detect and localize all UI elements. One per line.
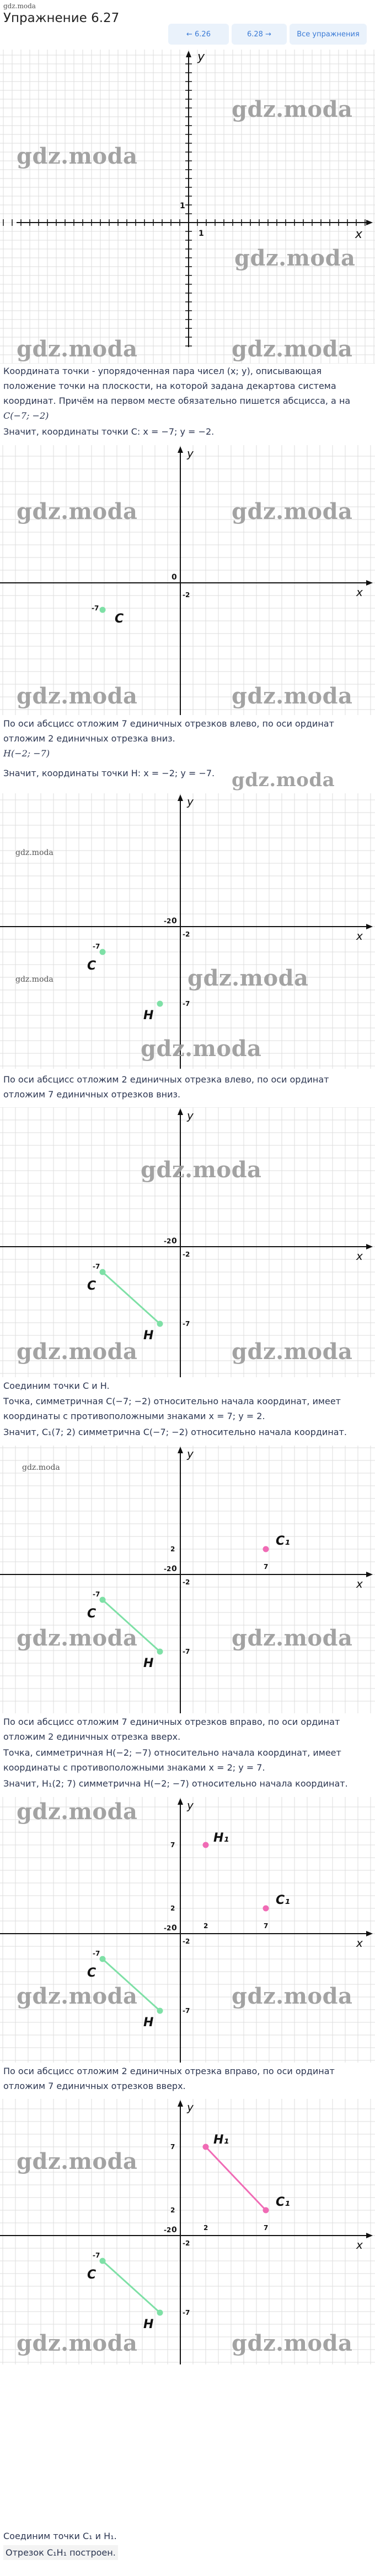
tick-label-x: -7 <box>93 2252 100 2259</box>
tick-label-y: -7 <box>183 2007 190 2015</box>
tick-label-x: -7 <box>93 1950 100 1957</box>
point-label-c: C <box>87 1607 97 1621</box>
watermark: gdz.moda <box>17 1625 138 1651</box>
watermark: gdz.moda <box>188 965 309 991</box>
watermark: gdz.moda <box>15 975 53 984</box>
x-axis-arrow <box>366 1244 373 1249</box>
watermark: gdz.moda <box>17 499 138 524</box>
y-axis-arrow <box>178 1108 183 1115</box>
point-c <box>100 1956 106 1962</box>
watermark: gdz.moda <box>232 2330 353 2356</box>
tick-label-y: -7 <box>183 1320 190 1328</box>
origin-label: 0 <box>172 1924 177 1933</box>
paragraph: Точка, симметричная C(−7; −2) относительно начала координат, имеет координаты с противоположными знаками x = 7; y = 2. <box>3 1396 341 1421</box>
paragraph: Значит, C₁(7; 2) симметрична C(−7; −2) относительно начала координат. <box>3 1427 347 1437</box>
point-label-c1: C₁ <box>276 1534 290 1548</box>
tick-label-x: -2 <box>164 2226 172 2234</box>
watermark: gdz.moda <box>17 683 138 709</box>
watermark: gdz.moda <box>232 769 335 791</box>
origin-label: 0 <box>172 2226 177 2234</box>
tick-label-x: -7 <box>93 943 100 950</box>
watermark: gdz.moda <box>17 143 138 169</box>
y-axis-label: y <box>187 1447 194 1460</box>
tick-label-x: -2 <box>164 1924 172 1932</box>
x-axis-arrow <box>366 1572 373 1577</box>
segment-ch <box>103 2261 160 2313</box>
watermark: gdz.moda <box>232 1339 353 1365</box>
tick-label-y: 2 <box>170 1904 175 1912</box>
point-label-h: H <box>143 1009 154 1022</box>
tick-label-x: -2 <box>164 1237 172 1245</box>
paragraph: Координата точки - упорядоченная пара чисел (x; y), описывающая положение точки на плоскости, на которой задана декартова система координат. Причём на первом месте обязательно пишется абсцисса, а на C(−7; −2) <box>3 366 351 421</box>
point-label-h: H <box>143 1657 154 1670</box>
point-h <box>157 2310 163 2316</box>
figure-segment-ch <box>0 1107 375 1377</box>
x-axis-label: x <box>356 929 363 943</box>
tick-label-y: -2 <box>183 1938 190 1945</box>
watermark: gdz.moda <box>232 1625 353 1651</box>
paragraph: Значит, H₁(2; 7) симметрична H(−2; −7) относительно начала координат. <box>3 1778 348 1789</box>
point-label-h: H <box>143 2318 154 2331</box>
point-label-c: C <box>87 2268 97 2282</box>
y-axis-label: y <box>197 50 205 64</box>
tick-label-x: 2 <box>203 1922 208 1930</box>
watermark: gdz.moda <box>141 1036 262 1062</box>
x-axis-arrow <box>366 924 373 929</box>
x-axis-arrow <box>366 220 373 225</box>
origin-label: 0 <box>172 573 177 582</box>
tick-label-y: -2 <box>183 1578 190 1586</box>
tick-label-y: -2 <box>183 591 190 599</box>
watermark: gdz.moda <box>232 499 353 524</box>
x-axis-arrow <box>366 2233 373 2238</box>
paragraph: По оси абсцисс отложим 2 единичных отрезка вправо, по оси ординат отложим 7 единичных отрезков вверх. <box>3 2066 335 2091</box>
segment-c1h1 <box>206 2147 266 2210</box>
paragraph: Соединим точки C и H. <box>3 1381 110 1391</box>
point-c1 <box>263 1546 269 1552</box>
point-label-h1: H₁ <box>213 2133 229 2147</box>
tick-label-y: -2 <box>183 1251 190 1258</box>
x-axis-label: x <box>356 1249 363 1263</box>
y-axis-arrow <box>178 446 183 453</box>
paragraph: Точка, симметричная H(−2; −7) относительно начала координат, имеет координаты с противоположными знаками x = 2; y = 7. <box>3 1747 341 1773</box>
point-c <box>100 1269 106 1275</box>
point-label-h: H <box>143 2016 154 2030</box>
tick-label-x: -7 <box>92 604 99 612</box>
y-axis-arrow <box>178 1798 183 1805</box>
y-axis-label: y <box>187 2101 194 2114</box>
tick-label-y: -7 <box>183 1000 190 1008</box>
tick-label-y: 7 <box>170 1841 175 1849</box>
site-name[interactable]: gdz.moda <box>3 2 36 10</box>
point-c <box>100 607 106 613</box>
y-axis-arrow <box>178 2100 183 2107</box>
paragraph: Значит, координаты точки C: x = −7; y = −2. <box>3 426 215 437</box>
page-title: Упражнение 6.27 <box>3 11 120 25</box>
watermark: gdz.moda <box>232 96 353 122</box>
tick-label-x: 7 <box>264 1922 269 1930</box>
origin-label: 0 <box>172 1565 177 1573</box>
x-axis-arrow <box>366 580 373 586</box>
figure-point-c1 <box>0 1446 375 1713</box>
y-axis-label: y <box>187 1799 194 1812</box>
tick-label-y: -2 <box>183 2239 190 2247</box>
watermark: gdz.moda <box>141 1157 262 1183</box>
watermark: gdz.moda <box>17 2330 138 2356</box>
point-h <box>157 1001 163 1007</box>
tick-label-y: 2 <box>170 1545 175 1553</box>
origin-label: 0 <box>172 1237 177 1246</box>
y-axis-label: y <box>187 795 194 808</box>
figure-point-c <box>0 445 375 715</box>
figure-points-c-h <box>0 793 375 1069</box>
next-exercise-button[interactable]: 6.28 → <box>232 24 287 45</box>
point-h <box>157 1321 163 1327</box>
watermark: gdz.moda <box>232 683 353 709</box>
unit-label-y: 1 <box>180 202 185 210</box>
watermark: gdz.moda <box>15 848 53 857</box>
point-h1 <box>203 1842 209 1848</box>
all-exercises-button[interactable]: Все упражнения <box>290 24 367 45</box>
tick-label-y: 2 <box>170 2206 175 2214</box>
point-label-c1: C₁ <box>276 2195 290 2209</box>
point-c <box>100 949 106 955</box>
point-c1 <box>263 1906 269 1912</box>
x-axis-label: x <box>356 2238 363 2252</box>
tick-label-x: -7 <box>93 1263 100 1270</box>
prev-exercise-button[interactable]: ← 6.26 <box>168 24 229 45</box>
watermark: gdz.moda <box>232 1983 353 2009</box>
tick-label-x: -2 <box>164 917 172 925</box>
point-label-c: C <box>115 612 124 626</box>
point-label-c: C <box>87 1966 97 1980</box>
point-label-c: C <box>87 1279 97 1293</box>
tick-label-y: -7 <box>183 1648 190 1655</box>
point-c <box>100 1597 106 1603</box>
tick-label-x: 7 <box>264 2224 269 2232</box>
watermark: gdz.moda <box>17 2149 138 2174</box>
x-axis-arrow <box>366 1931 373 1936</box>
figure-point-h1 <box>0 1797 375 2063</box>
x-axis-label: x <box>356 1577 363 1590</box>
tick-label-y: -7 <box>183 2309 190 2317</box>
paragraph: Отрезок C₁H₁ построен. <box>3 2545 118 2560</box>
unit-label-x: 1 <box>199 229 204 238</box>
y-axis-arrow <box>178 794 183 801</box>
watermark: gdz.moda <box>17 336 138 362</box>
paragraph: По оси абсцисс отложим 7 единичных отрезков влево, по оси ординат отложим 2 единичных отрезка вниз. H(−2; −7) <box>3 718 334 759</box>
tick-label-y: -2 <box>183 930 190 938</box>
watermark: gdz.moda <box>17 1983 138 2009</box>
origin-label: 0 <box>172 917 177 926</box>
paragraph: По оси абсцисс отложим 7 единичных отрезков вправо, по оси ординат отложим 2 единичных отрезка вверх. <box>3 1717 340 1742</box>
y-axis-label: y <box>187 1109 194 1122</box>
watermark: gdz.moda <box>17 1799 138 1825</box>
x-axis-label: x <box>356 586 363 599</box>
paragraph: По оси абсцисс отложим 2 единичных отрезка влево, по оси ординат отложим 7 единичных отрезков вниз. <box>3 1074 329 1100</box>
x-axis-label: x <box>356 1936 363 1950</box>
paragraph: Значит, координаты точки H: x = −2; y = −7. <box>3 768 215 778</box>
point-h <box>157 1649 163 1655</box>
tick-label-x: -2 <box>164 1565 172 1573</box>
point-label-h1: H₁ <box>213 1831 229 1845</box>
x-axis-label: x <box>355 228 363 241</box>
segment-ch <box>103 1272 160 1324</box>
tick-label-x: 7 <box>264 1563 269 1571</box>
watermark: gdz.moda <box>22 1463 60 1472</box>
point-h <box>157 2008 163 2014</box>
watermark: gdz.moda <box>234 245 356 271</box>
tick-label-x: -7 <box>93 1590 100 1598</box>
point-label-c1: C₁ <box>276 1893 290 1907</box>
point-label-c: C <box>87 959 97 973</box>
watermark: gdz.moda <box>17 1339 138 1365</box>
tick-label-x: 2 <box>203 2224 208 2232</box>
watermark: gdz.moda <box>232 336 353 362</box>
tick-label-y: 7 <box>170 2143 175 2151</box>
y-axis-arrow <box>186 51 191 57</box>
paragraph: Соединим точки C₁ и H₁. <box>3 2531 117 2541</box>
point-label-h: H <box>143 1329 154 1343</box>
y-axis-label: y <box>187 447 194 460</box>
point-c <box>100 2258 106 2264</box>
